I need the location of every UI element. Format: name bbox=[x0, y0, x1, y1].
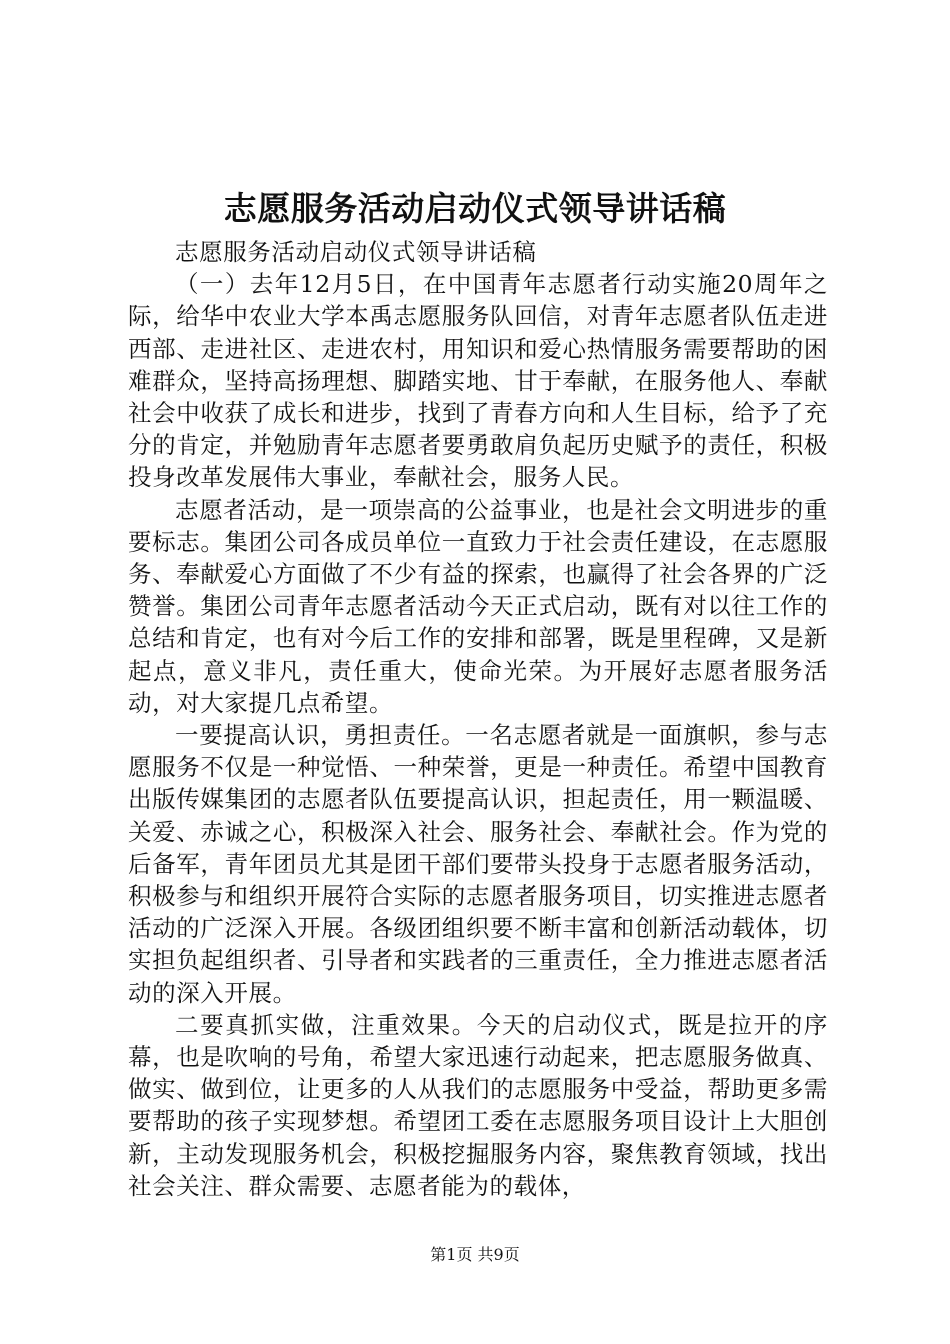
paragraph-4: 二要真抓实做，注重效果。今天的启动仪式，既是拉开的序幕，也是吹响的号角，希望大家迅速行动起来，把志愿服务做真、做实、做到位，让更多的人从我们的志愿服务中受益，帮助更多需要帮助的孩子实现梦想。希望团工委在志愿服务项目设计上大胆创新，主动发现服务机会，积极挖掘服务内容，聚焦教育领域，找出社会关注、群众需要、志愿者能为的载体， bbox=[128, 1010, 828, 1200]
paragraph-subtitle: 志愿服务活动启动仪式领导讲话稿 bbox=[175, 238, 537, 266]
document-title: 志愿服务活动启动仪式领导讲话稿 bbox=[223, 189, 727, 228]
paragraph-1: （一）去年12月5日，在中国青年志愿者行动实施20周年之际，给华中农业大学本禹志愿服务队回信，对青年志愿者队伍走进西部、走进社区、走进农村，用知识和爱心热情服务需要帮助的困难群众，坚持高扬理想、脚踏实地、甘于奉献，在服务他人、奉献社会中收获了成长和进步，找到了青春方向和人生目标，给予了充分的肯定，并勉励青年志愿者要勇敢肩负起历史赋予的责任，积极投身改革发展伟大事业，奉献社会，服务人民。 bbox=[128, 270, 828, 492]
paragraph-2: 志愿者活动，是一项崇高的公益事业，也是社会文明进步的重要标志。集团公司各成员单位一直致力于社会责任建设，在志愿服务、奉献爱心方面做了不少有益的探索，也赢得了社会各界的广泛赞誉。集团公司青年志愿者活动今天正式启动，既有对以往工作的总结和肯定，也有对今后工作的安排和部署，既是里程碑，又是新起点，意义非凡，责任重大，使命光荣。为开展好志愿者服务活动，对大家提几点希望。 bbox=[128, 495, 828, 717]
paragraph-3: 一要提高认识，勇担责任。一名志愿者就是一面旗帜，参与志愿服务不仅是一种觉悟、一种荣誉，更是一种责任。希望中国教育出版传媒集团的志愿者队伍要提高认识，担起责任，用一颗温暖、关爱、赤诚之心，积极深入社会、服务社会、奉献社会。作为党的后备军，青年团员尤其是团干部们要带头投身于志愿者服务活动，积极参与和组织开展符合实际的志愿者服务项目，切实推进志愿者活动的广泛深入开展。各级团组织要不断丰富和创新活动载体，切实担负起组织者、引导者和实践者的三重责任，全力推进志愿者活动的深入开展。 bbox=[128, 721, 828, 1007]
document-body bbox=[128, 236, 828, 1202]
page-footer: 第1页 共9页 bbox=[430, 1245, 520, 1264]
